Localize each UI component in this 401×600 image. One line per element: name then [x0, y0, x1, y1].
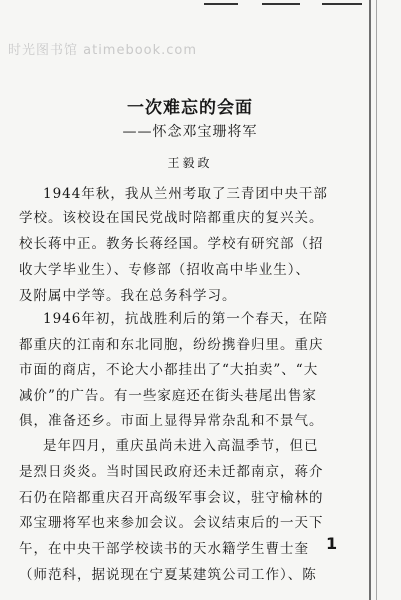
text-line: （师范科，据说现在宁夏某建筑公司工作）、陈: [19, 567, 317, 583]
text-line: 是年四月，重庆虽尚未进入高温季节，但已: [43, 438, 319, 454]
text-line: 校长蒋中正。教务长蒋经国。学校有研究部（招: [19, 236, 324, 252]
top-edge-marks: [0, 0, 401, 8]
page-title: 一次难忘的会面: [127, 98, 253, 118]
author-name: 王毅政: [167, 156, 213, 170]
watermark: 时光图书馆 atimebook.com: [8, 43, 198, 58]
text-line: 市面的商店，不论大小都挂出了“大拍卖”、“大: [19, 362, 319, 378]
text-line: 1944年秋，我从兰州考取了三青团中央干部: [43, 186, 328, 202]
text-line: 1946年初，抗战胜利后的第一个春天，在陪: [43, 311, 328, 327]
page-number: 1: [326, 534, 338, 553]
text-line: 邓宝珊将军也来参加会议。会议结束后的一天下: [19, 515, 324, 531]
text-line: 石仍在陪都重庆召开高级军事会议，驻守榆林的: [19, 490, 324, 506]
text-line: 是烈日炎炎。当时国民政府还未迁都南京，蒋介: [19, 464, 324, 480]
text-line: 俱，准备还乡。市面上显得异常杂乱和不景气。: [19, 413, 324, 429]
text-line: 午，在中央干部学校读书的天水籍学生曹士奎: [19, 541, 309, 557]
page-subtitle: ——怀念邓宝珊将军: [122, 124, 258, 140]
page-binding-edge: [369, 0, 371, 600]
text-line: 收大学毕业生）、专修部（招收高中毕业生）、: [19, 262, 310, 278]
page-binding-edge-inner: [376, 0, 377, 600]
text-line: 减价”的广告。有一些家庭还在街头巷尾出售家: [19, 388, 317, 404]
text-line: 及附属中学等。我在总务科学习。: [19, 288, 237, 304]
text-line: 都重庆的江南和东北同胞，纷纷携眷归里。重庆: [19, 337, 324, 353]
text-line: 学校。该校设在国民党战时陪都重庆的复兴关。: [19, 210, 324, 226]
